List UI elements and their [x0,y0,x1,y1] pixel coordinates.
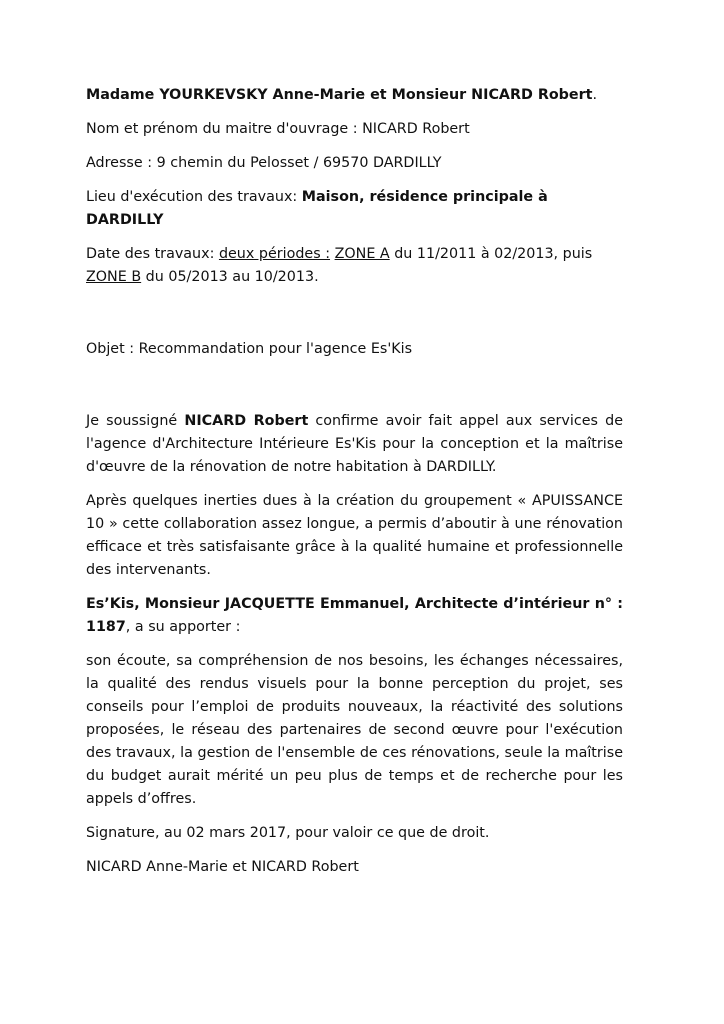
signature-line: Signature, au 02 mars 2017, pour valoir ce que de droit. [86,825,490,841]
signer-name: NICARD Robert [184,413,309,429]
zone-b-label: ZONE B [86,269,142,285]
recipients-names: Madame YOURKEVSKY Anne-Marie et Monsieur NICARD Robert [86,87,593,103]
dates-line: Date des travaux: deux périodes : ZONE A du 11/2011 à 02/2013, puis ZONE B du 05/2013 au 10/2013. [86,246,593,285]
letter-body [86,84,623,879]
address-line: Adresse : 9 chemin du Pelosset / 69570 DARDILLY [86,155,442,171]
location-value: Maison, résidence principale à DARDILLY [86,189,548,228]
subject-line: Objet : Recommandation pour l'agence Es'Kis [86,341,413,357]
signatory-names: NICARD Anne-Marie et NICARD Robert [86,859,359,875]
recipients-line: Madame YOURKEVSKY Anne-Marie et Monsieur NICARD Robert. [86,87,598,103]
zone-a-label: ZONE A [334,246,390,262]
paragraph-architect: Es’Kis, Monsieur JACQUETTE Emmanuel, Architecte d’intérieur n° : 1187, a su apporter : [86,596,623,635]
owner-line: Nom et prénom du maitre d'ouvrage : NICARD Robert [86,121,470,137]
paragraph-qualities: son écoute, sa compréhension de nos besoins, les échanges nécessaires, la qualité des rendus visuels pour la bonne perception du projet, ses conseils pour l’emploi de produits nouveaux, la réactivité des solutions proposées, le réseau des partenaires de second œuvre pour l'exécution des travaux, la gestion de l'ensemble de ces rénovations, seule la maîtrise du budget aurait mérité un peu plus de temps et de recherche pour les appels d’offres. [86,653,623,807]
location-line: Lieu d'exécution des travaux: Maison, résidence principale à DARDILLY [86,189,548,228]
architect-name: Es’Kis, Monsieur JACQUETTE Emmanuel, Architecte d’intérieur n° : 1187 [86,596,623,635]
paragraph-confirmation: Je soussigné NICARD Robert confirme avoir fait appel aux services de l'agence d'Architecture Intérieure Es'Kis pour la conception et la maîtrise d'œuvre de la rénovation de notre habitation à DARDILLY. [86,413,623,475]
periods-label: deux périodes : [218,246,331,262]
paragraph-collaboration: Après quelques inerties dues à la création du groupement « APUISSANCE 10 » cette collaboration assez longue, a permis d’aboutir à une rénovation efficace et très satisfaisante grâce à la qualité humaine et professionnelle des intervenants. [86,493,623,578]
